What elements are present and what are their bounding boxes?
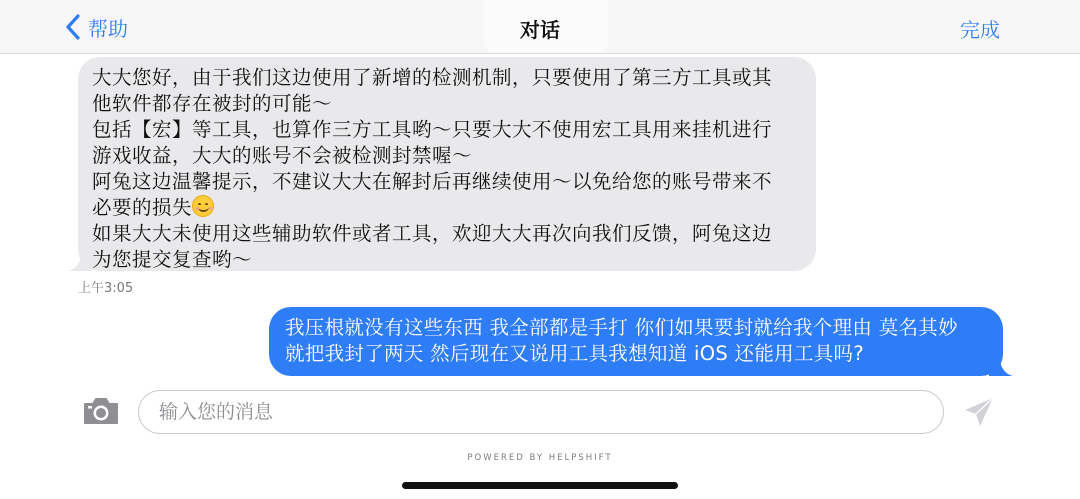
message-line: 游戏收益，大大的账号不会被检测封禁喔～ <box>92 144 473 167</box>
message-input[interactable] <box>138 390 944 434</box>
send-button[interactable] <box>962 395 996 429</box>
page-title: 对话 <box>520 18 560 42</box>
powered-by-label: POWERED BY HELPSHIFT <box>467 453 613 463</box>
camera-icon <box>82 396 120 426</box>
done-button[interactable]: 完成 <box>960 18 1000 42</box>
chevron-left-icon <box>64 13 82 41</box>
bubble-tail <box>989 358 1013 376</box>
message-line: 包括【宏】等工具，也算作三方工具哟～只要大大不使用宏工具用来挂机进行 <box>92 118 773 141</box>
outgoing-message-text <box>285 315 987 367</box>
outgoing-message-bubble <box>269 307 1003 376</box>
message-line: 必要的损失 <box>92 196 193 219</box>
message-line: 大大您好，由于我们这边使用了新增的检测机制，只要使用了第三方工具或其 <box>92 66 773 89</box>
bubble-tail <box>68 253 92 271</box>
message-line: 他软件都存在被封的可能～ <box>92 92 333 115</box>
message-timestamp: 上午3:05 <box>78 281 134 296</box>
incoming-message-bubble <box>78 57 816 271</box>
navigation-bar <box>0 0 1080 54</box>
send-icon <box>962 395 996 429</box>
smiling-face-emoji-icon <box>192 195 214 217</box>
message-line: 为您提交复查哟～ <box>92 248 253 271</box>
home-indicator[interactable] <box>402 482 678 489</box>
message-line: 我压根就没有这些东西 我全部都是手打 你们如果要封就给我个理由 莫名其妙 <box>285 316 958 339</box>
message-line: 如果大大未使用这些辅助软件或者工具，欢迎大大再次向我们反馈，阿兔这边 <box>92 222 773 245</box>
back-button[interactable] <box>64 12 128 42</box>
message-line: 阿兔这边温馨提示，不建议大大在解封后再继续使用～以免给您的账号带来不 <box>92 170 773 193</box>
camera-button[interactable] <box>82 396 120 426</box>
incoming-message-text <box>92 65 802 273</box>
message-line: 就把我封了两天 然后现在又说用工具我想知道 iOS 还能用工具吗? <box>285 342 864 365</box>
back-button-label: 帮助 <box>88 16 128 41</box>
title-backdrop <box>484 0 608 52</box>
